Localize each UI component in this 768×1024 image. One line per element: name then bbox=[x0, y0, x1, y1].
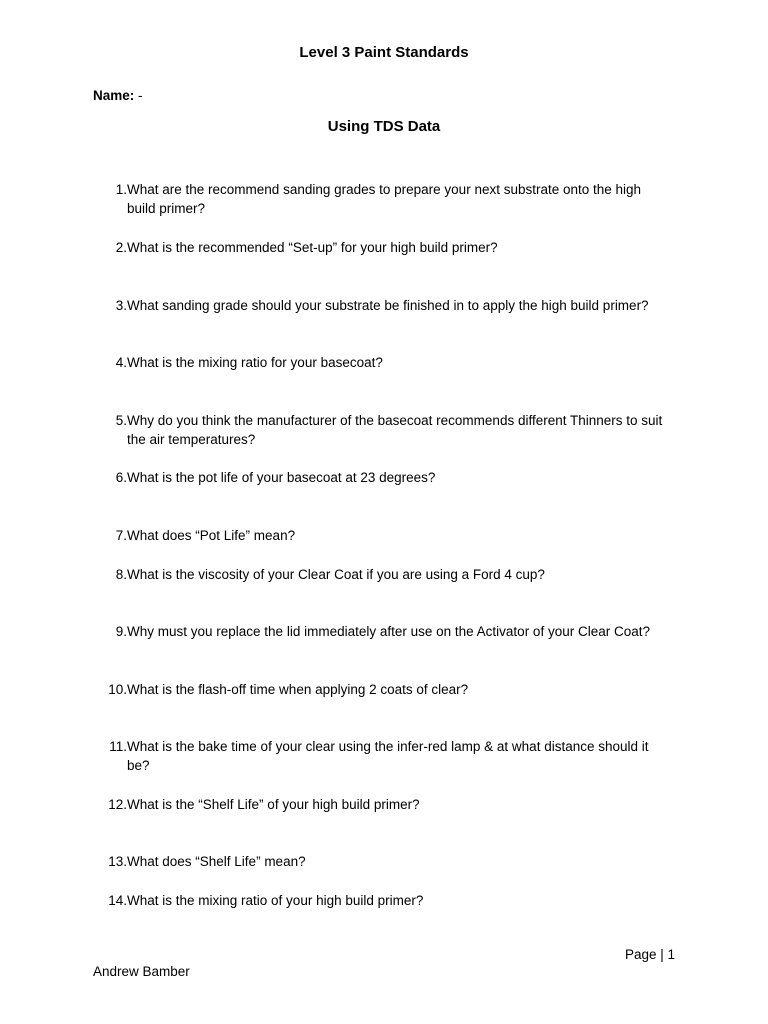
question-number: 1. bbox=[115, 182, 127, 197]
question-item bbox=[100, 180, 670, 218]
question-text: Why must you replace the lid immediately after use on the Activator of your Clear Coat? bbox=[127, 624, 650, 639]
name-label: Name: bbox=[93, 88, 135, 103]
question-text: What are the recommend sanding grades to prepare your next substrate onto the high build primer? bbox=[127, 182, 642, 216]
question-number: 4. bbox=[115, 355, 127, 370]
question-number: 6. bbox=[115, 470, 127, 485]
question-item bbox=[100, 353, 670, 372]
question-text: What is the flash-off time when applying 2 coats of clear? bbox=[127, 682, 469, 697]
question-text: What sanding grade should your substrate be finished in to apply the high build primer? bbox=[127, 298, 649, 313]
question-text: What does “Shelf Life” mean? bbox=[127, 854, 306, 869]
question-text: What is the mixing ratio for your basecoat? bbox=[127, 355, 383, 370]
question-item bbox=[100, 565, 670, 584]
question-number: 8. bbox=[115, 567, 127, 582]
question-number: 10. bbox=[108, 682, 127, 697]
question-text: What is the pot life of your basecoat at 23 degrees? bbox=[127, 470, 436, 485]
question-item bbox=[100, 468, 670, 487]
question-item bbox=[100, 795, 670, 814]
question-item bbox=[100, 296, 670, 315]
question-number: 13. bbox=[108, 854, 127, 869]
question-text: Why do you think the manufacturer of the basecoat recommends different Thinners to suit the air temperatures? bbox=[127, 413, 663, 447]
question-text: What is the viscosity of your Clear Coat if you are using a Ford 4 cup? bbox=[127, 567, 545, 582]
question-number: 11. bbox=[109, 739, 127, 754]
question-number: 9. bbox=[115, 624, 127, 639]
question-number: 5. bbox=[115, 413, 127, 428]
question-text: What is the bake time of your clear using the infer-red lamp & at what distance should it be? bbox=[127, 739, 649, 773]
question-item bbox=[100, 891, 670, 910]
question-number: 14. bbox=[108, 893, 127, 908]
question-item bbox=[100, 852, 670, 871]
question-text: What is the recommended “Set-up” for your high build primer? bbox=[127, 240, 498, 255]
question-item bbox=[100, 737, 670, 775]
question-number: 2. bbox=[115, 240, 127, 255]
name-value: - bbox=[134, 88, 143, 103]
question-item bbox=[100, 238, 670, 257]
name-line bbox=[93, 88, 143, 103]
question-item bbox=[100, 411, 670, 449]
question-text: What does “Pot Life” mean? bbox=[127, 528, 296, 543]
page-number: Page | 1 bbox=[624, 947, 675, 962]
question-item bbox=[100, 526, 670, 545]
question-item bbox=[100, 622, 670, 641]
footer-author: Andrew Bamber bbox=[93, 964, 190, 979]
document-title: Level 3 Paint Standards bbox=[299, 44, 469, 61]
question-text: What is the “Shelf Life” of your high build primer? bbox=[127, 797, 420, 812]
section-title: Using TDS Data bbox=[327, 118, 441, 135]
question-number: 12. bbox=[108, 797, 127, 812]
question-number: 7. bbox=[115, 528, 127, 543]
question-number: 3. bbox=[115, 298, 127, 313]
question-item bbox=[100, 680, 670, 699]
question-text: What is the mixing ratio of your high build primer? bbox=[127, 893, 424, 908]
